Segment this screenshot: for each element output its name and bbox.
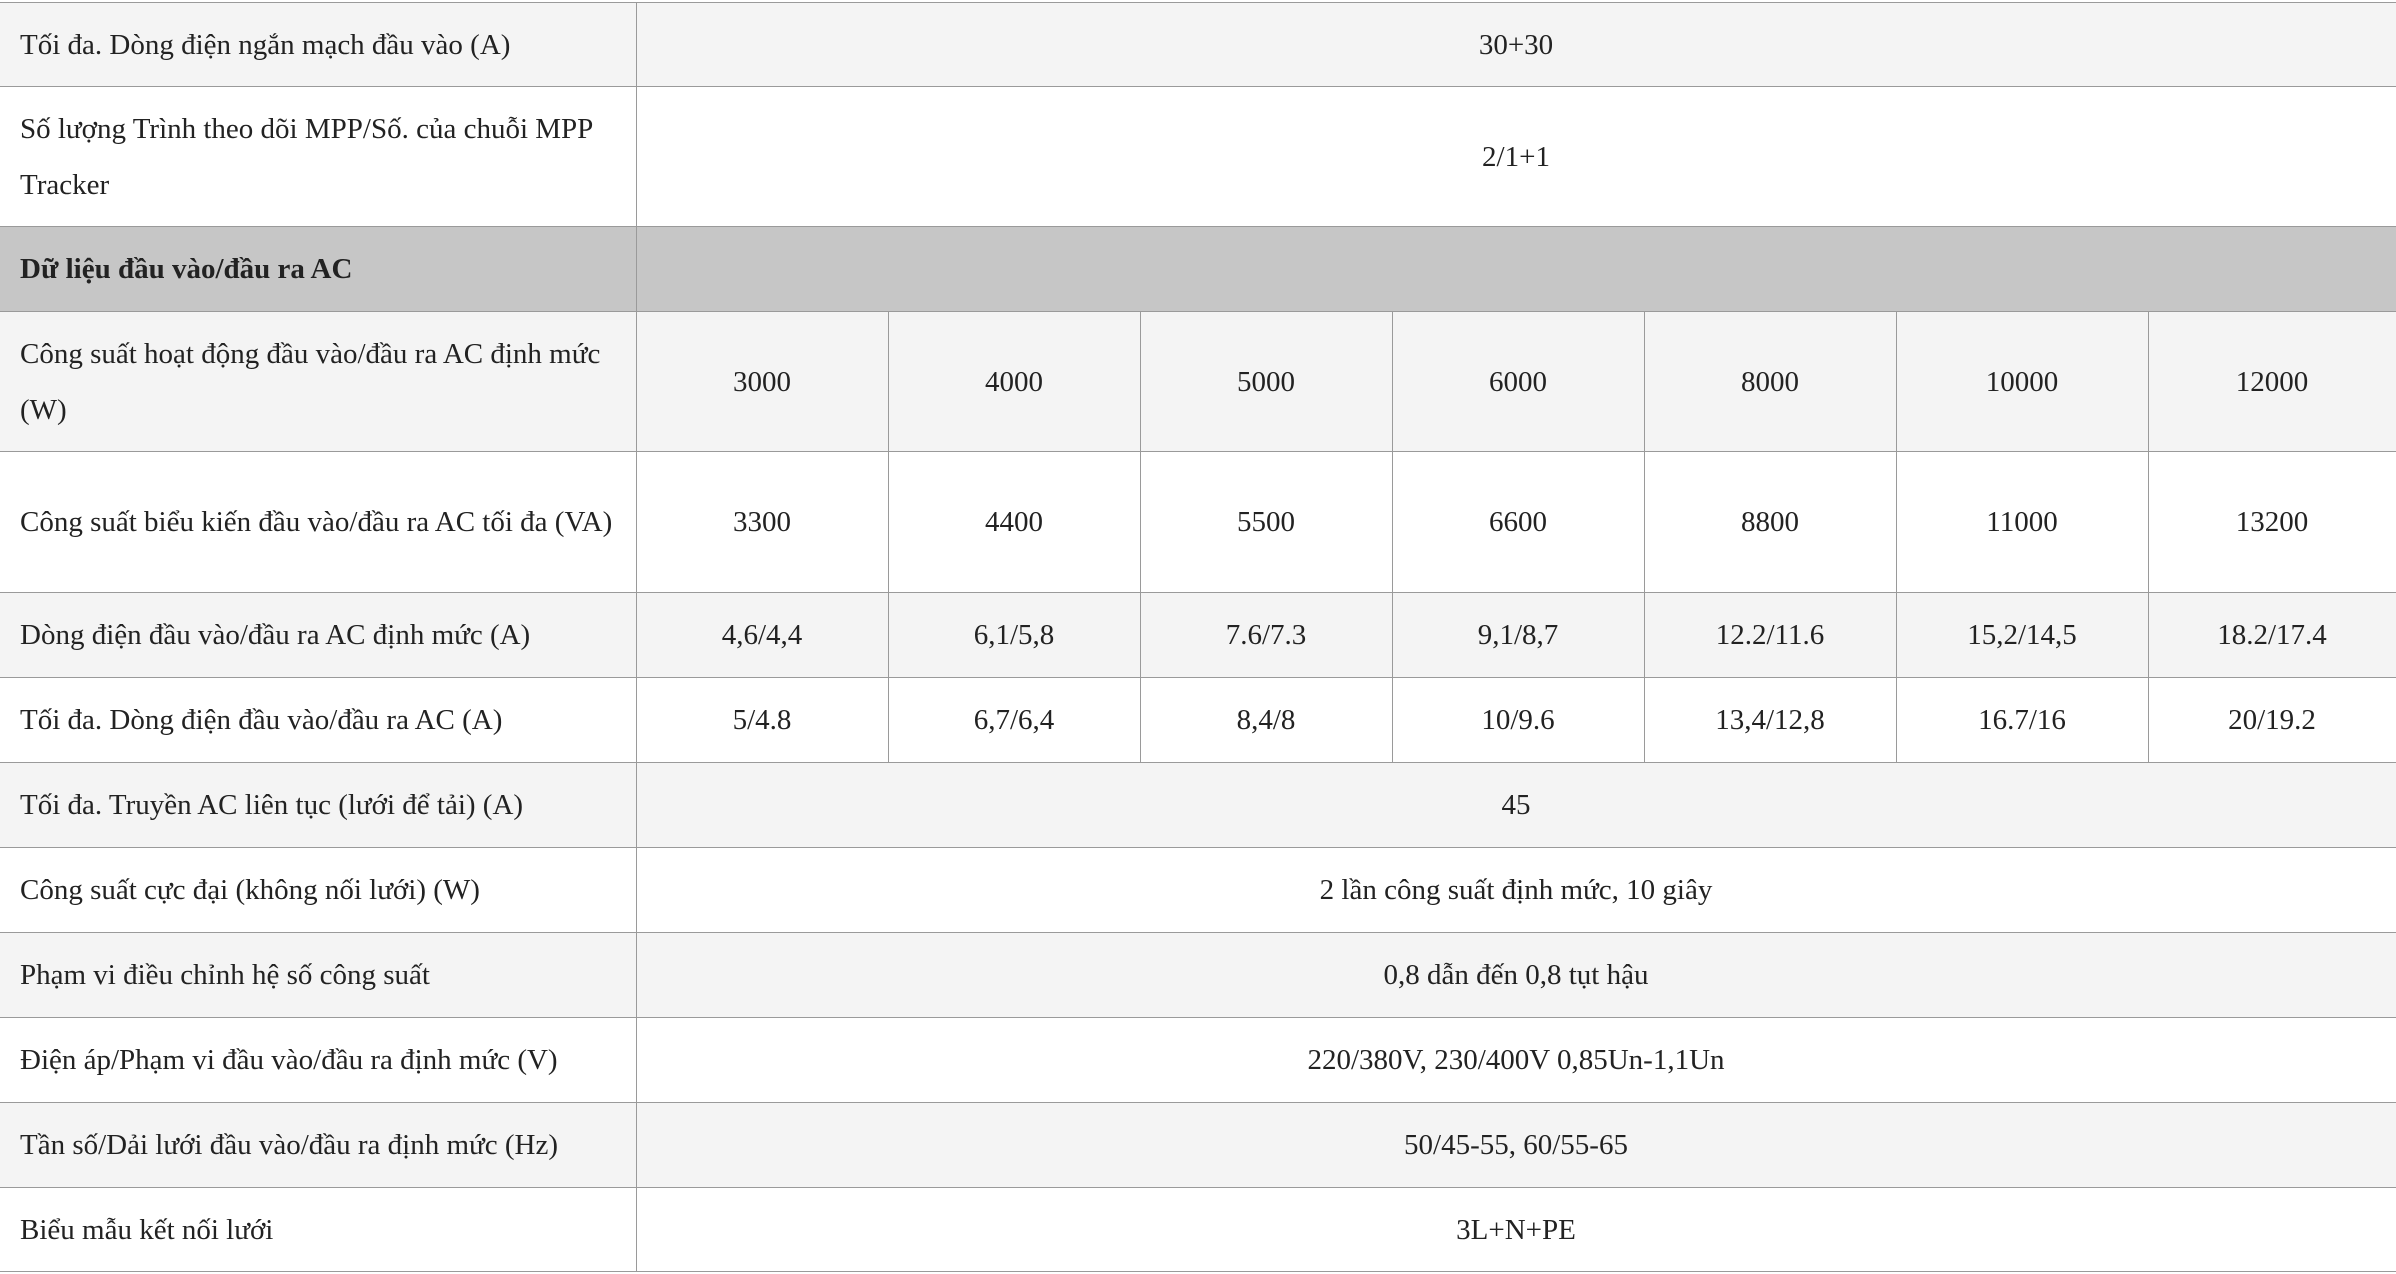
- row-label: Tối đa. Dòng điện đầu vào/đầu ra AC (A): [0, 678, 636, 763]
- row-cell: 8,4/8: [1140, 678, 1392, 763]
- row-cell: 5/4.8: [636, 678, 888, 763]
- table-row: [0, 312, 2396, 452]
- row-cell: 4,6/4,4: [636, 593, 888, 678]
- row-cell: 8000: [1644, 312, 1896, 452]
- row-value: 220/380V, 230/400V 0,85Un-1,1Un: [636, 1018, 2396, 1103]
- row-label: Công suất biểu kiến đầu vào/đầu ra AC tối đa (VA): [0, 452, 636, 593]
- row-value: 30+30: [636, 3, 2396, 87]
- row-cell: 5500: [1140, 452, 1392, 593]
- row-label: Số lượng Trình theo dõi MPP/Số. của chuỗi MPP Tracker: [0, 87, 636, 227]
- row-cell: 6,1/5,8: [888, 593, 1140, 678]
- row-cell: 3300: [636, 452, 888, 593]
- row-cell: 5000: [1140, 312, 1392, 452]
- row-cell: 4400: [888, 452, 1140, 593]
- row-cell: 12.2/11.6: [1644, 593, 1896, 678]
- table-row: [0, 678, 2396, 763]
- spec-table: [0, 2, 2396, 1272]
- row-label: Tối đa. Truyền AC liên tục (lưới để tải) (A): [0, 763, 636, 848]
- table-row: [0, 933, 2396, 1018]
- row-cell: 11000: [1896, 452, 2148, 593]
- section-header-row: [0, 227, 2396, 312]
- row-cell: 15,2/14,5: [1896, 593, 2148, 678]
- section-title: Dữ liệu đầu vào/đầu ra AC: [0, 227, 636, 312]
- row-label: Tối đa. Dòng điện ngắn mạch đầu vào (A): [0, 3, 636, 87]
- row-label: Biểu mẫu kết nối lưới: [0, 1188, 636, 1272]
- row-cell: 16.7/16: [1896, 678, 2148, 763]
- row-value: 50/45-55, 60/55-65: [636, 1103, 2396, 1188]
- row-value: 2/1+1: [636, 87, 2396, 227]
- table-row: [0, 3, 2396, 87]
- row-label: Tần số/Dải lưới đầu vào/đầu ra định mức (Hz): [0, 1103, 636, 1188]
- row-cell: 18.2/17.4: [2148, 593, 2396, 678]
- row-value: 0,8 dẫn đến 0,8 tụt hậu: [636, 933, 2396, 1018]
- row-cell: 6,7/6,4: [888, 678, 1140, 763]
- section-filler: [636, 227, 2396, 312]
- table-row: [0, 1103, 2396, 1188]
- row-cell: 8800: [1644, 452, 1896, 593]
- table-row: [0, 1018, 2396, 1103]
- row-value: 3L+N+PE: [636, 1188, 2396, 1272]
- row-label: Phạm vi điều chỉnh hệ số công suất: [0, 933, 636, 1018]
- table-row: [0, 848, 2396, 933]
- table-row: [0, 1188, 2396, 1272]
- table-row: [0, 87, 2396, 227]
- row-cell: 13200: [2148, 452, 2396, 593]
- row-cell: 10000: [1896, 312, 2148, 452]
- table-row: [0, 763, 2396, 848]
- row-cell: 7.6/7.3: [1140, 593, 1392, 678]
- row-cell: 6600: [1392, 452, 1644, 593]
- row-value: 2 lần công suất định mức, 10 giây: [636, 848, 2396, 933]
- row-cell: 9,1/8,7: [1392, 593, 1644, 678]
- table-row: [0, 593, 2396, 678]
- row-value: 45: [636, 763, 2396, 848]
- table-row: [0, 452, 2396, 593]
- row-cell: 6000: [1392, 312, 1644, 452]
- row-cell: 20/19.2: [2148, 678, 2396, 763]
- row-label: Công suất hoạt động đầu vào/đầu ra AC định mức (W): [0, 312, 636, 452]
- row-label: Công suất cực đại (không nối lưới) (W): [0, 848, 636, 933]
- row-cell: 3000: [636, 312, 888, 452]
- row-cell: 10/9.6: [1392, 678, 1644, 763]
- row-label: Dòng điện đầu vào/đầu ra AC định mức (A): [0, 593, 636, 678]
- row-cell: 4000: [888, 312, 1140, 452]
- row-cell: 12000: [2148, 312, 2396, 452]
- row-label: Điện áp/Phạm vi đầu vào/đầu ra định mức (V): [0, 1018, 636, 1103]
- row-cell: 13,4/12,8: [1644, 678, 1896, 763]
